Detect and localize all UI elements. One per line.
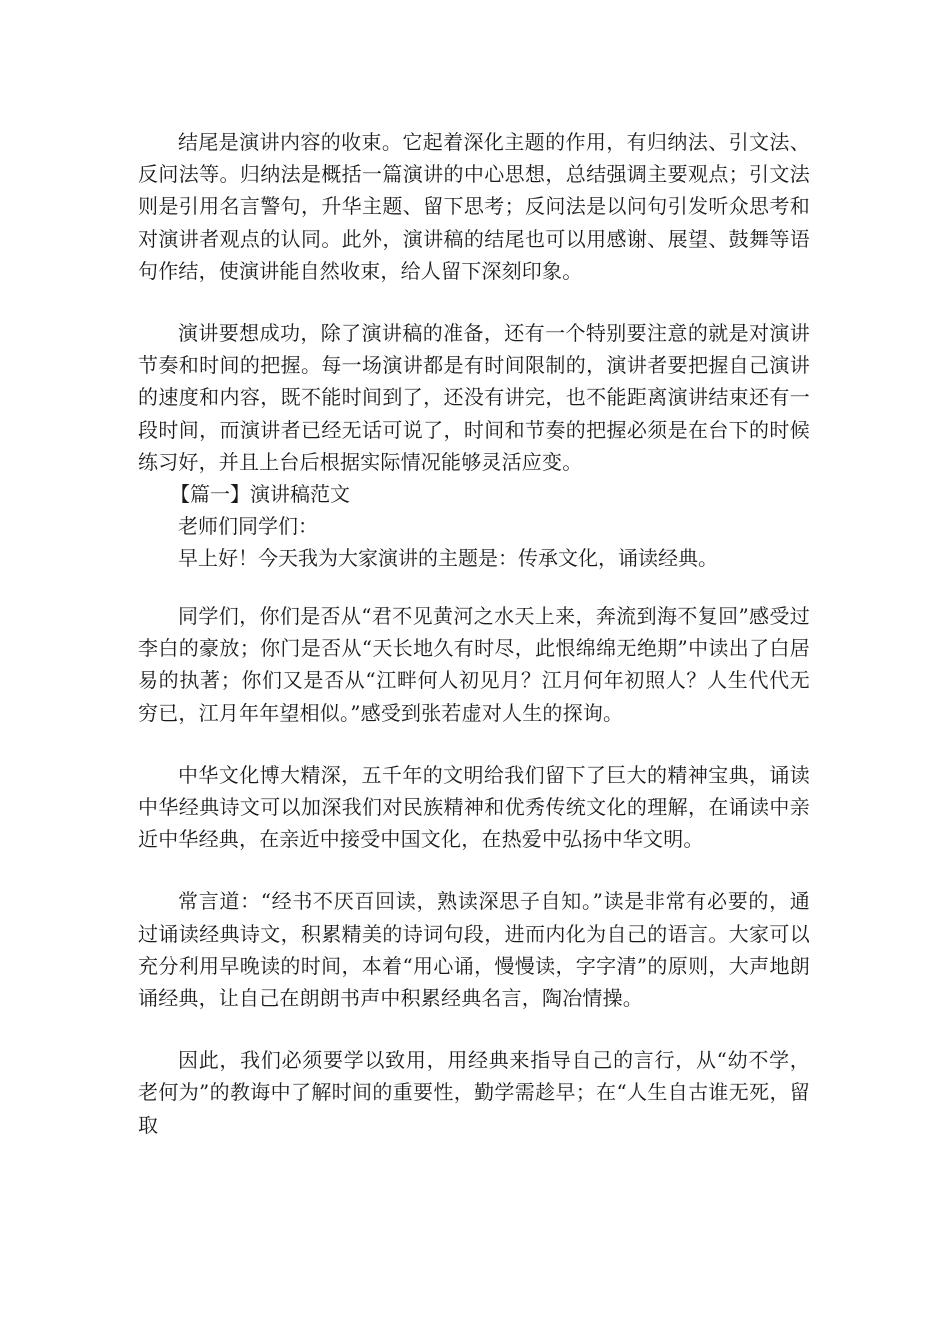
paragraph-culture: 中华文化博大精深，五千年的文明给我们留下了巨大的精神宝典，诵读中华经典诗文可以加深我们对民族精神和优秀传统文化的理解，在诵读中亲近中华经典，在亲近中接受中国文化，在热爱中弘扬中华文明。 — [138, 762, 810, 852]
paragraph-timing: 演讲要想成功，除了演讲稿的准备，还有一个特别要注意的就是对演讲节奏和时间的把握。每一场演讲都是有时间限制的，演讲者要把握自己演讲的速度和内容，既不能时间到了，还没有讲完，也不能距离演讲结束还有一段时间，而演讲者已经无话可说了，时间和节奏的把握必须是在台下的时候练习好，并且上台后根据实际情况能够灵活应变。 — [138, 321, 810, 474]
salutation: 老师们同学们： — [178, 514, 318, 539]
paragraph-reading: 常言道：“经书不厌百回读，熟读深思子自知。”读是非常有必要的，通过诵读经典诗文，积累精美的诗词句段，进而内化为自己的语言。大家可以充分利用早晚读的时间，本着“用心诵，慢慢读，字字清”的原则，大声地朗诵经典，让自己在朗朗书声中积累经典名言，陶冶情操。 — [138, 889, 810, 1011]
section-heading: 【篇一】演讲稿范文 — [170, 482, 350, 507]
paragraph-practice: 因此，我们必须要学以致用，用经典来指导自己的言行，从“幼不学，老何为”的教诲中了解时间的重要性，勤学需趁早；在“人生自古谁无死，留取 — [138, 1048, 810, 1137]
document-page — [138, 126, 810, 1141]
paragraph-conclusion: 结尾是演讲内容的收束。它起着深化主题的作用，有归纳法、引文法、反问法等。归纳法是概括一篇演讲的中心思想，总结强调主要观点；引文法则是引用名言警句，升华主题、留下思考；反问法是以问句引发听众思考和对演讲者观点的认同。此外，演讲稿的结尾也可以用感谢、展望、鼓舞等语句作结，使演讲能自然收束，给人留下深刻印象。 — [138, 130, 810, 283]
greeting: 早上好！今天我为大家演讲的主题是：传承文化，诵读经典。 — [178, 546, 718, 571]
paragraph-poems: 同学们，你们是否从“君不见黄河之水天上来，奔流到海不复回”感受过李白的豪放；你门是否从“天长地久有时尽，此恨绵绵无绝期”中读出了白居易的执著；你们又是否从“江畔何人初见月？江月何年初照人？人生代代无穷已，江月年年望相似。”感受到张若虚对人生的探询。 — [138, 604, 810, 725]
